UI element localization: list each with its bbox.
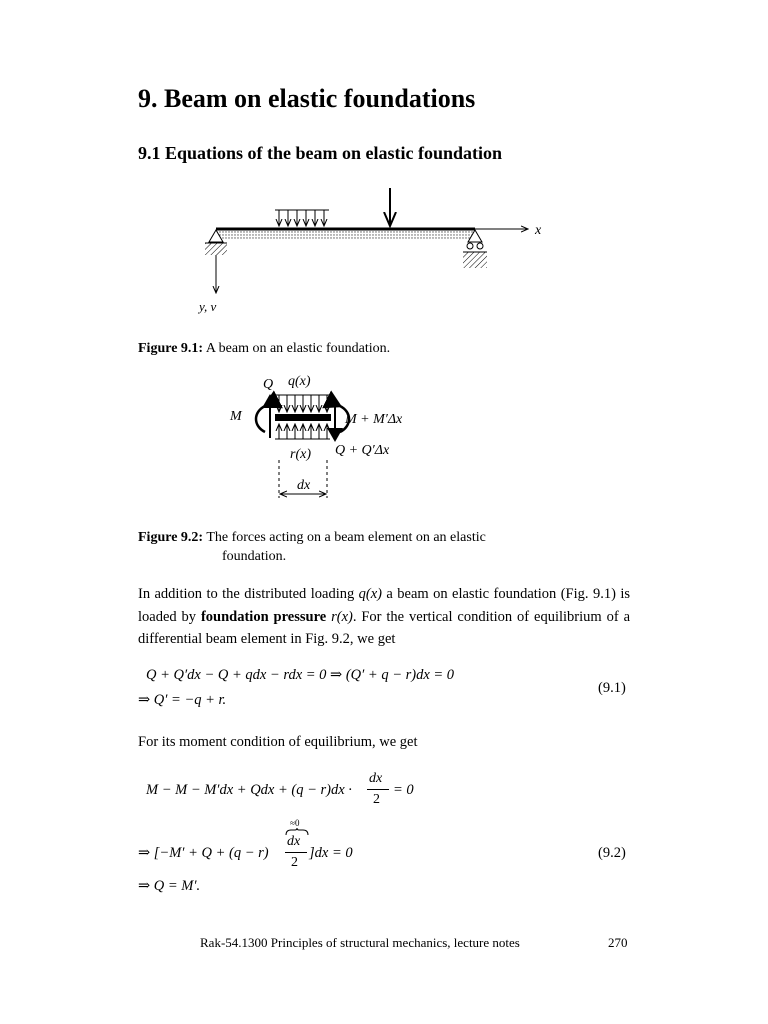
frac2-bar — [285, 852, 307, 853]
equation-9-2-frac1-num: dx — [369, 771, 383, 786]
x-axis-label: x — [535, 223, 542, 238]
p1-r: r(x) — [331, 608, 353, 625]
equation-9-2-line1-b: = 0 — [393, 782, 414, 798]
chapter-title: 9. Beam on elastic foundations — [138, 84, 476, 113]
p1-text-c: . For the vertical condition of equilibrium of a differential beam element in Fig. 9.2, we get — [138, 608, 631, 647]
figure-9-1-caption — [138, 339, 390, 358]
figure-9-2-text-line2: foundation. — [222, 549, 287, 564]
moment-left-arrow — [256, 406, 265, 432]
section-title: 9.1 Equations of the beam on elastic foundation — [138, 143, 503, 163]
p1-bold-term: foundation pressure — [200, 608, 327, 625]
equation-9-2-line1-a: M − M − M′dx + Qdx + (q − r)dx · — [146, 782, 352, 798]
beam-element — [275, 414, 331, 421]
figure-9-2-caption — [138, 528, 486, 566]
moment-right-label: M + M′Δx — [345, 412, 403, 427]
equation-9-2-frac2-num: dx — [287, 834, 301, 849]
figure-9-1 — [195, 180, 565, 320]
p1-text-b: a beam on elastic foundation (Fig. 9.1) is loaded by — [138, 586, 630, 625]
paragraph-2: For its moment condition of equilibrium, we get — [138, 734, 418, 750]
equation-9-1-line1: Q + Q′dx − Q + qdx − rdx = 0 ⇒ (Q′ + q − r)dx = 0 — [146, 667, 455, 683]
page-number: 270 — [608, 935, 628, 950]
reaction-r-label: r(x) — [290, 447, 311, 462]
shear-right-label: Q + Q′Δx — [335, 443, 390, 458]
equation-9-2-frac2-den: 2 — [291, 855, 298, 870]
equation-9-2-line2-a: ⇒ [−M′ + Q + (q − r) — [138, 845, 269, 861]
q-load-arrows — [275, 395, 330, 412]
p1-text-a: In addition to the distributed loading — [138, 586, 359, 602]
equation-9-1-number: (9.1) — [598, 680, 626, 696]
figure-9-2-text-line1: The forces acting on a beam element on an elastic — [206, 530, 486, 545]
distributed-load-arrows — [275, 210, 329, 226]
overbrace-label: ≈0 — [290, 818, 300, 828]
y-axis-label: y, v — [199, 299, 217, 314]
equation-9-2-number: (9.2) — [598, 845, 626, 861]
load-q-label: q(x) — [288, 374, 311, 389]
p1-q: q(x) — [358, 586, 382, 602]
equation-9-2-line2-b: ]dx = 0 — [309, 845, 353, 861]
equation-9-2-line3: ⇒ Q = M′. — [138, 878, 201, 894]
figure-9-2-label: Figure 9.2: — [138, 530, 204, 545]
shear-Q-label: Q — [263, 377, 274, 392]
moment-M-label: M — [230, 409, 242, 424]
r-reaction-arrows — [275, 424, 330, 439]
figure-9-2 — [225, 368, 445, 503]
equation-9-2-frac1-den: 2 — [373, 792, 380, 807]
figure-9-1-label: Figure 9.1: — [138, 341, 204, 356]
figure-9-1-text: A beam on an elastic foundation. — [205, 341, 391, 356]
footer-course: Rak-54.1300 Principles of structural mechanics, lecture notes — [200, 935, 520, 950]
equation-9-1-line2: ⇒ Q′ = −q + r. — [138, 692, 227, 708]
paragraph-1 — [138, 583, 630, 651]
dx-label: dx — [297, 478, 311, 493]
frac1-bar — [367, 789, 389, 790]
